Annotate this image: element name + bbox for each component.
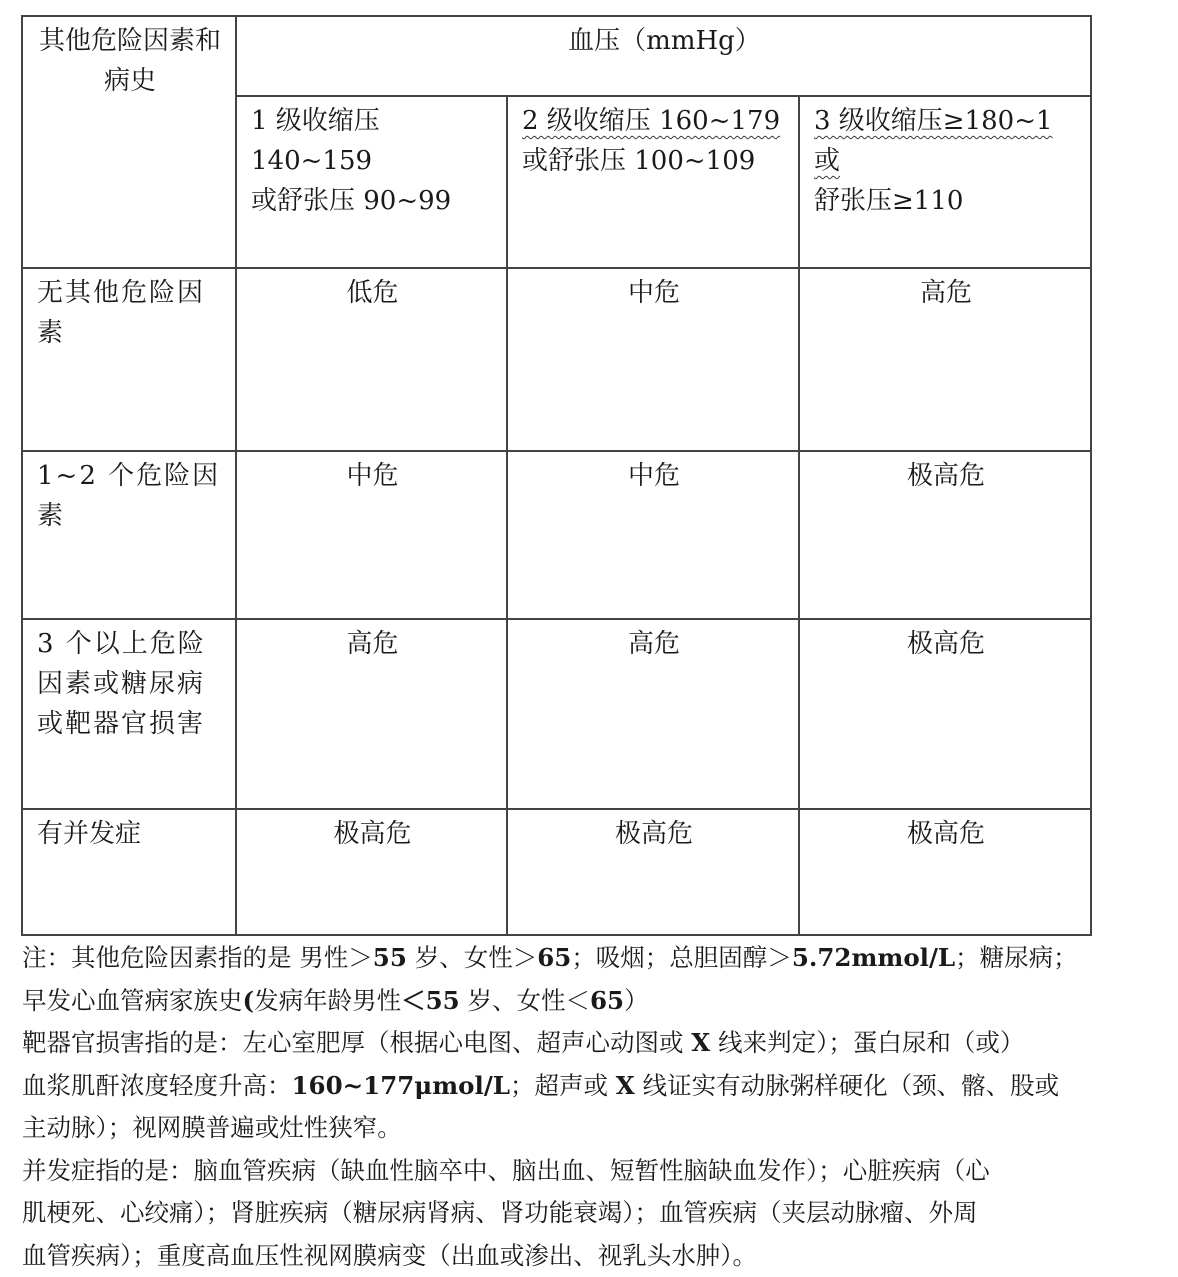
risk-cell: 高危 [507, 619, 799, 809]
note-bold: 65 [537, 943, 571, 972]
note-text: 注：其他危险因素指的是 男性＞ [22, 943, 373, 972]
note-line-3 [22, 1022, 1152, 1065]
note-line-6: 并发症指的是：脑血管疾病（缺血性脑卒中、脑出血、短暂性脑缺血发作）；心脏疾病（心 [22, 1150, 1152, 1193]
note-text: ） [624, 986, 649, 1015]
note-text: 线证实有动脉粥样硬化（颈、髂、股或 [635, 1071, 1059, 1100]
risk-cell: 高危 [799, 268, 1091, 451]
corner-header-text: 其他危险因素和病史 [39, 26, 221, 96]
risk-cell: 极高危 [236, 809, 507, 935]
risk-cell: 低危 [236, 268, 507, 451]
note-text: 发病年龄男性 [254, 986, 401, 1015]
column-header-grade3 [799, 96, 1091, 268]
risk-cell: 极高危 [507, 809, 799, 935]
column-header-grade1-line1: 1 级收缩压 140~159 [251, 101, 494, 181]
note-bold: 5.72mmol/L [792, 943, 955, 972]
note-line-8: 血管疾病）；重度高血压性视网膜病变（出血或渗出、视乳头水肿）。 [22, 1235, 1152, 1277]
row-label: 有并发症 [22, 809, 236, 935]
note-line-2 [22, 980, 1152, 1023]
risk-cell: 极高危 [799, 619, 1091, 809]
risk-cell: 中危 [507, 451, 799, 619]
bp-header-cell [236, 16, 1091, 96]
column-header-grade2-line2: 或舒张压 100~109 [522, 141, 786, 181]
risk-cell: 高危 [236, 619, 507, 809]
notes-section [22, 937, 1152, 1277]
column-header-grade1 [236, 96, 507, 268]
note-line-1 [22, 937, 1152, 980]
table-row [22, 619, 1091, 809]
column-header-grade1-line2: 或舒张压 90~99 [251, 181, 494, 221]
column-header-grade3-line1: 3 级收缩压≥180~1 或 [814, 106, 1053, 176]
note-text: 早发心血管病家族史 [22, 986, 243, 1015]
note-text: 线来判定）；蛋白尿和（或） [710, 1028, 1024, 1057]
risk-cell: 中危 [507, 268, 799, 451]
risk-cell: 中危 [236, 451, 507, 619]
note-bold: X [691, 1028, 710, 1057]
note-bold: 160~177μmol/L [292, 1071, 511, 1100]
column-header-grade3-line2: 舒张压≥110 [814, 181, 1078, 221]
note-line-7: 肌梗死、心绞痛）；肾脏疾病（糖尿病肾病、肾功能衰竭）；血管疾病（夹层动脉瘤、外周 [22, 1192, 1152, 1235]
row-label: 无其他危险因素 [22, 268, 236, 451]
note-line-5: 主动脉）；视网膜普遍或灶性狭窄。 [22, 1107, 1152, 1150]
note-text: ；糖尿病； [955, 943, 1078, 972]
note-text: ；超声或 [510, 1071, 616, 1100]
risk-cell: 极高危 [799, 451, 1091, 619]
note-text: ；吸烟；总胆固醇＞ [571, 943, 792, 972]
note-bold: ( [243, 986, 255, 1015]
note-text: 岁、女性＞ [407, 943, 537, 972]
table-row [22, 451, 1091, 619]
risk-cell: 极高危 [799, 809, 1091, 935]
table-row [22, 268, 1091, 451]
table-row [22, 809, 1091, 935]
note-bold: X [616, 1071, 635, 1100]
note-text: 血浆肌酐浓度轻度升高： [22, 1071, 292, 1100]
bp-header-text: 血压（mmHg） [568, 26, 761, 56]
note-bold: ＜55 [401, 986, 460, 1015]
note-text: 岁、女性＜ [460, 986, 590, 1015]
risk-stratification-table [21, 15, 1092, 936]
note-text: 靶器官损害指的是：左心室肥厚（根据心电图、超声心动图或 [22, 1028, 691, 1057]
column-header-grade2-line1: 2 级收缩压 160~179 [522, 106, 780, 136]
note-line-4 [22, 1065, 1152, 1108]
row-label: 3 个以上危险因素或糖尿病或靶器官损害 [22, 619, 236, 809]
note-bold: 55 [373, 943, 407, 972]
column-header-grade2 [507, 96, 799, 268]
corner-header-cell [22, 16, 236, 268]
row-label: 1~2 个危险因素 [22, 451, 236, 619]
note-bold: 65 [590, 986, 624, 1015]
